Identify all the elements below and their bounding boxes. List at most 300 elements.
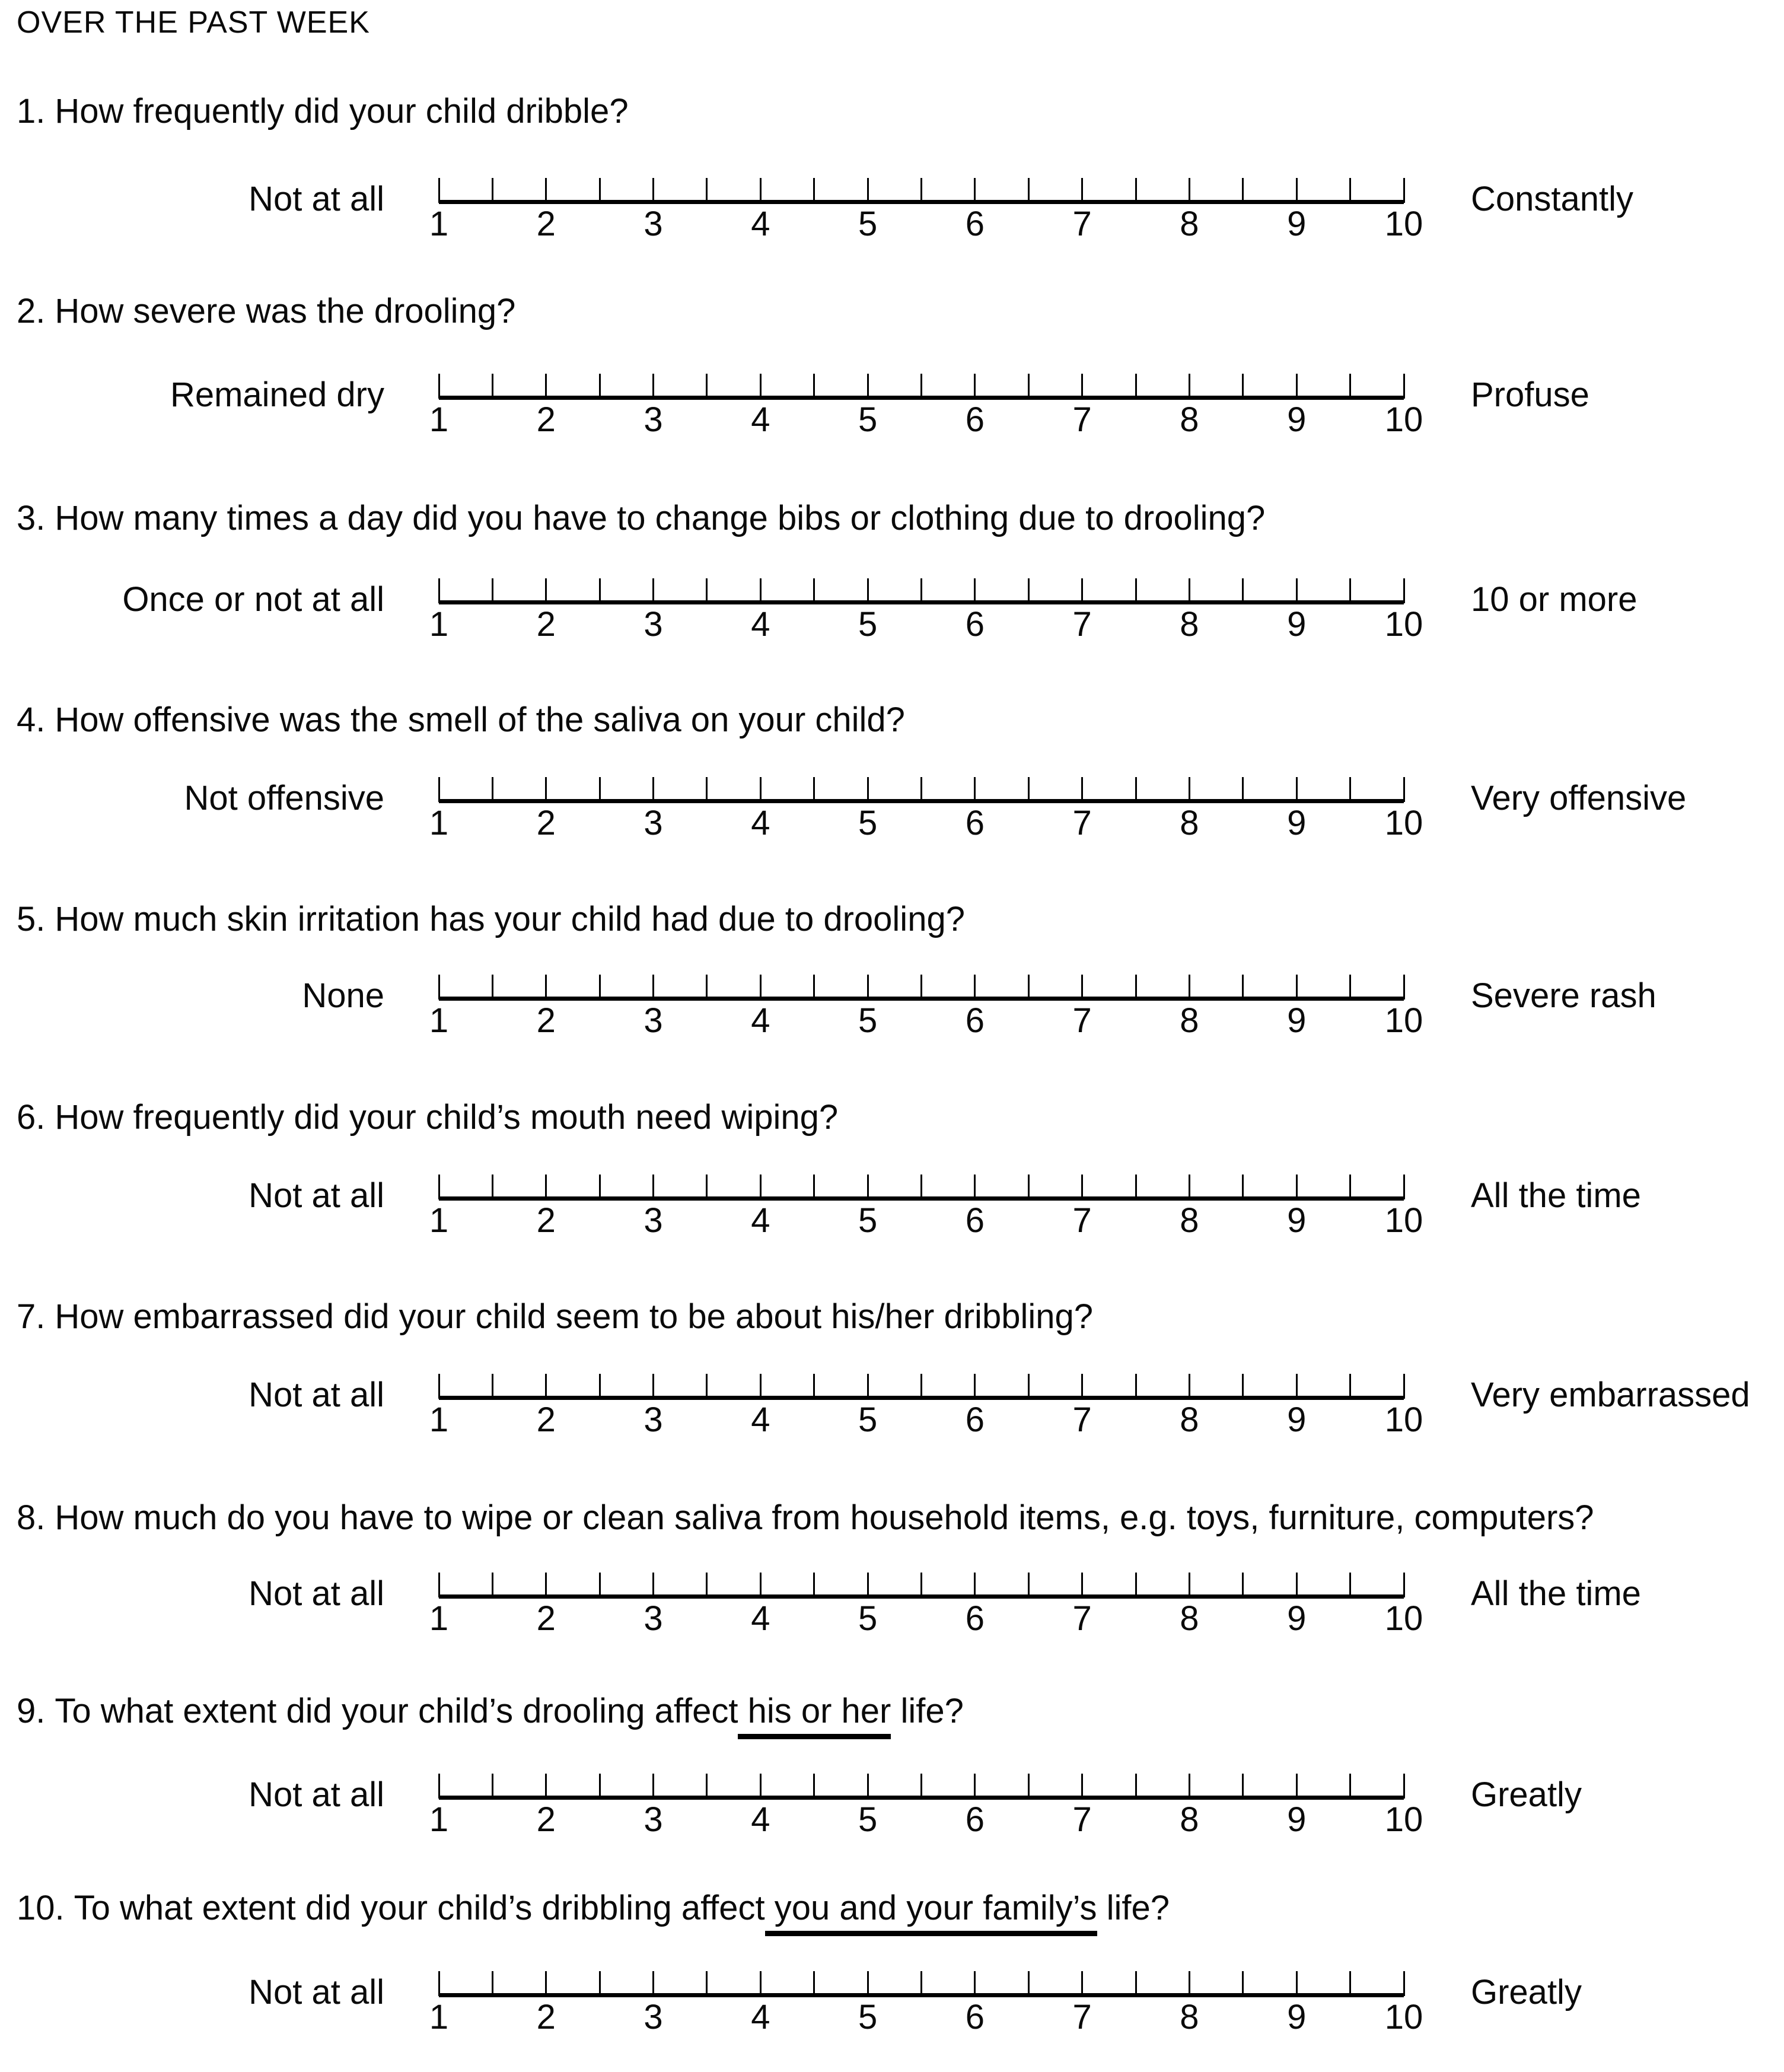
scale-major-tick [867, 178, 869, 203]
scale-number: 9 [1287, 1599, 1307, 1638]
scale-minor-tick [1242, 578, 1244, 603]
scale-major-tick [867, 1774, 869, 1799]
scale-major-tick [867, 777, 869, 802]
scale-minor-tick [706, 1374, 708, 1399]
scale-minor-tick [1349, 1971, 1351, 1996]
scale-minor-tick [1028, 1971, 1030, 1996]
question-number: 2. [17, 292, 46, 330]
scale-minor-tick [1242, 1573, 1244, 1597]
scale-major-tick [1189, 1175, 1190, 1199]
scale-right-anchor: 10 or more [1471, 580, 1638, 619]
scale-major-tick [652, 578, 654, 603]
scale-number: 9 [1287, 400, 1307, 439]
scale-number: 1 [429, 1001, 449, 1040]
scale-major-tick [652, 1374, 654, 1399]
question-number: 4. [17, 701, 46, 739]
scale-minor-tick [599, 777, 601, 802]
scale-major-tick [545, 374, 547, 399]
scale-number: 4 [751, 205, 770, 243]
scale-number: 5 [858, 605, 878, 644]
scale-major-tick [545, 578, 547, 603]
scale-minor-tick [492, 374, 493, 399]
scale-minor-tick [1349, 178, 1351, 203]
scale-major-tick [867, 1175, 869, 1199]
scale-major-tick [1296, 1175, 1298, 1199]
scale-number: 7 [1072, 205, 1092, 243]
scale-number: 1 [429, 1599, 449, 1638]
scale-minor-tick [1028, 975, 1030, 1000]
rating-scale-row [0, 578, 1784, 679]
scale-right-anchor: All the time [1471, 1574, 1641, 1613]
rating-scale-row [0, 777, 1784, 878]
scale-major-tick [438, 374, 440, 399]
scale-number: 6 [965, 1599, 985, 1638]
scale-number: 5 [858, 804, 878, 842]
rating-scale-ruler[interactable] [429, 374, 1423, 445]
scale-number: 3 [643, 605, 663, 644]
scale-number: 5 [858, 1800, 878, 1839]
rating-scale-ruler[interactable] [429, 1374, 1423, 1445]
scale-minor-tick [1028, 777, 1030, 802]
scale-major-tick [1189, 578, 1190, 603]
question-title [17, 1692, 964, 1732]
scale-major-tick [438, 578, 440, 603]
question-number: 8. [17, 1498, 46, 1537]
scale-minor-tick [1028, 578, 1030, 603]
scale-minor-tick [920, 1573, 922, 1597]
scale-minor-tick [599, 1774, 601, 1799]
scale-minor-tick [1135, 578, 1137, 603]
scale-number: 8 [1180, 1201, 1199, 1240]
rating-scale-ruler[interactable] [429, 777, 1423, 848]
question-text: To what extent did your child’s dribbling affect [74, 1889, 765, 1927]
scale-minor-tick [1028, 1573, 1030, 1597]
scale-number: 9 [1287, 804, 1307, 842]
scale-minor-tick [1135, 178, 1137, 203]
scale-minor-tick [1135, 1374, 1137, 1399]
scale-number: 5 [858, 1201, 878, 1240]
scale-right-anchor: Greatly [1471, 1973, 1582, 2011]
scale-number: 7 [1072, 1401, 1092, 1439]
scale-major-tick [760, 1573, 762, 1597]
scale-major-tick [1081, 777, 1083, 802]
scale-number: 8 [1180, 1001, 1199, 1040]
scale-number: 6 [965, 1401, 985, 1439]
question-number: 3. [17, 499, 46, 537]
scale-minor-tick [1135, 975, 1137, 1000]
scale-number: 10 [1384, 1401, 1423, 1439]
scale-minor-tick [1242, 178, 1244, 203]
question-title [17, 292, 515, 332]
scale-minor-tick [920, 1374, 922, 1399]
scale-minor-tick [599, 374, 601, 399]
scale-major-tick [760, 1374, 762, 1399]
scale-minor-tick [706, 1774, 708, 1799]
scale-major-tick [652, 374, 654, 399]
scale-major-tick [1403, 975, 1405, 1000]
scale-minor-tick [1135, 777, 1137, 802]
scale-minor-tick [599, 1971, 601, 1996]
scale-number: 2 [536, 1001, 556, 1040]
scale-number: 2 [536, 1800, 556, 1839]
scale-number: 6 [965, 605, 985, 644]
scale-major-tick [438, 178, 440, 203]
scale-major-tick [867, 975, 869, 1000]
scale-number: 10 [1384, 804, 1423, 842]
scale-minor-tick [599, 1175, 601, 1199]
scale-minor-tick [813, 1971, 815, 1996]
question-text: How frequently did your child dribble? [55, 92, 629, 131]
scale-number: 2 [536, 1599, 556, 1638]
scale-minor-tick [1242, 1374, 1244, 1399]
question-text: How much do you have to wipe or clean saliva from household items, e.g. toys, furniture, computers? [55, 1498, 1594, 1537]
scale-minor-tick [492, 178, 493, 203]
scale-number: 4 [751, 1401, 770, 1439]
scale-minor-tick [1028, 1774, 1030, 1799]
scale-number: 8 [1180, 804, 1199, 842]
scale-major-tick [1296, 374, 1298, 399]
scale-number: 3 [643, 1401, 663, 1439]
scale-major-tick [974, 1774, 976, 1799]
scale-number: 2 [536, 205, 556, 243]
scale-minor-tick [1349, 374, 1351, 399]
scale-number: 4 [751, 1001, 770, 1040]
scale-number: 4 [751, 400, 770, 439]
scale-minor-tick [1242, 975, 1244, 1000]
scale-number: 10 [1384, 1998, 1423, 2036]
scale-major-tick [867, 1374, 869, 1399]
scale-number: 1 [429, 1800, 449, 1839]
scale-major-tick [974, 777, 976, 802]
scale-minor-tick [599, 1573, 601, 1597]
scale-minor-tick [492, 777, 493, 802]
rating-scale-row [0, 178, 1784, 279]
scale-major-tick [974, 1573, 976, 1597]
scale-number: 4 [751, 804, 770, 842]
scale-minor-tick [813, 777, 815, 802]
scale-number: 10 [1384, 1001, 1423, 1040]
scale-major-tick [1403, 374, 1405, 399]
question-title [17, 900, 965, 940]
scale-number: 10 [1384, 400, 1423, 439]
rating-scale-ruler[interactable] [429, 178, 1423, 249]
scale-minor-tick [1135, 1573, 1137, 1597]
scale-major-tick [1189, 1374, 1190, 1399]
question-number: 1. [17, 92, 46, 131]
rating-scale-ruler[interactable] [429, 1774, 1423, 1845]
question-title [17, 1098, 838, 1138]
scale-right-anchor: Very embarrassed [1471, 1376, 1750, 1414]
scale-major-tick [1403, 178, 1405, 203]
scale-number: 2 [536, 400, 556, 439]
scale-number: 4 [751, 1201, 770, 1240]
rating-scale-ruler[interactable] [429, 1175, 1423, 1246]
scale-major-tick [1296, 1374, 1298, 1399]
scale-minor-tick [1135, 1774, 1137, 1799]
scale-major-tick [438, 1971, 440, 1996]
question-underlined-phrase: his or her [738, 1692, 891, 1739]
scale-major-tick [1081, 374, 1083, 399]
scale-minor-tick [813, 374, 815, 399]
scale-minor-tick [492, 975, 493, 1000]
rating-scale-row [0, 1374, 1784, 1475]
scale-minor-tick [706, 975, 708, 1000]
scale-major-tick [1403, 1175, 1405, 1199]
scale-major-tick [1081, 578, 1083, 603]
rating-scale-ruler[interactable] [429, 1573, 1423, 1644]
scale-number: 7 [1072, 605, 1092, 644]
scale-minor-tick [492, 1971, 493, 1996]
scale-minor-tick [599, 578, 601, 603]
question-number: 5. [17, 900, 46, 938]
scale-number: 5 [858, 205, 878, 243]
scale-number: 6 [965, 1001, 985, 1040]
scale-major-tick [652, 1175, 654, 1199]
scale-major-tick [867, 578, 869, 603]
scale-minor-tick [813, 1573, 815, 1597]
scale-right-anchor: Constantly [1471, 180, 1634, 218]
rating-scale-ruler[interactable] [429, 1971, 1423, 2042]
scale-major-tick [867, 1971, 869, 1996]
scale-left-anchor: None [302, 976, 384, 1015]
scale-minor-tick [706, 178, 708, 203]
scale-major-tick [652, 1774, 654, 1799]
rating-scale-ruler[interactable] [429, 975, 1423, 1046]
scale-number: 7 [1072, 1998, 1092, 2036]
scale-minor-tick [492, 1573, 493, 1597]
scale-major-tick [1081, 1971, 1083, 1996]
scale-number: 5 [858, 1599, 878, 1638]
scale-number: 1 [429, 400, 449, 439]
scale-major-tick [1081, 975, 1083, 1000]
scale-major-tick [1403, 1971, 1405, 1996]
scale-number: 8 [1180, 605, 1199, 644]
scale-minor-tick [492, 1774, 493, 1799]
scale-number: 9 [1287, 1001, 1307, 1040]
rating-scale-row [0, 1971, 1784, 2072]
scale-major-tick [1081, 1374, 1083, 1399]
scale-major-tick [1081, 1573, 1083, 1597]
question-title [17, 701, 905, 740]
scale-number: 4 [751, 1599, 770, 1638]
scale-minor-tick [1028, 374, 1030, 399]
scale-number: 4 [751, 1998, 770, 2036]
scale-number: 3 [643, 1201, 663, 1240]
scale-major-tick [760, 1175, 762, 1199]
scale-minor-tick [706, 1573, 708, 1597]
scale-right-anchor: All the time [1471, 1176, 1641, 1215]
scale-number: 9 [1287, 605, 1307, 644]
scale-minor-tick [920, 1774, 922, 1799]
question-title [17, 1889, 1170, 1928]
scale-minor-tick [492, 1374, 493, 1399]
scale-number: 6 [965, 400, 985, 439]
scale-major-tick [438, 975, 440, 1000]
scale-major-tick [760, 975, 762, 1000]
scale-major-tick [974, 1175, 976, 1199]
scale-minor-tick [599, 178, 601, 203]
scale-minor-tick [599, 1374, 601, 1399]
question-number: 10. [17, 1889, 65, 1927]
page-title: OVER THE PAST WEEK [17, 5, 370, 40]
scale-minor-tick [1135, 374, 1137, 399]
question-title [17, 499, 1265, 539]
scale-number: 1 [429, 605, 449, 644]
scale-minor-tick [813, 178, 815, 203]
scale-major-tick [652, 1971, 654, 1996]
scale-left-anchor: Not at all [249, 1176, 384, 1215]
scale-minor-tick [1349, 1774, 1351, 1799]
scale-major-tick [652, 975, 654, 1000]
scale-major-tick [545, 178, 547, 203]
scale-number: 3 [643, 1599, 663, 1638]
scale-minor-tick [920, 1175, 922, 1199]
scale-major-tick [1189, 178, 1190, 203]
question-text-after: life? [891, 1692, 964, 1730]
scale-number: 7 [1072, 1800, 1092, 1839]
question-text: How much skin irritation has your child had due to drooling? [55, 900, 965, 938]
scale-left-anchor: Not at all [249, 1574, 384, 1613]
scale-number: 5 [858, 1998, 878, 2036]
scale-minor-tick [1349, 1573, 1351, 1597]
scale-number: 3 [643, 1800, 663, 1839]
scale-number: 3 [643, 1001, 663, 1040]
scale-number: 9 [1287, 1800, 1307, 1839]
scale-major-tick [974, 578, 976, 603]
question-number: 9. [17, 1692, 46, 1730]
scale-number: 8 [1180, 205, 1199, 243]
scale-major-tick [1189, 1971, 1190, 1996]
scale-major-tick [1296, 178, 1298, 203]
scale-major-tick [438, 777, 440, 802]
question-text: How severe was the drooling? [55, 292, 516, 330]
scale-major-tick [1296, 578, 1298, 603]
scale-number: 6 [965, 804, 985, 842]
scale-minor-tick [1349, 1374, 1351, 1399]
rating-scale-row [0, 1175, 1784, 1275]
rating-scale-row [0, 1774, 1784, 1874]
scale-number: 8 [1180, 1401, 1199, 1439]
question-text: How many times a day did you have to change bibs or clothing due to drooling? [55, 499, 1266, 537]
scale-major-tick [545, 1774, 547, 1799]
scale-number: 1 [429, 804, 449, 842]
scale-major-tick [545, 1175, 547, 1199]
scale-minor-tick [706, 374, 708, 399]
rating-scale-row [0, 975, 1784, 1075]
scale-major-tick [1189, 777, 1190, 802]
scale-major-tick [1403, 1573, 1405, 1597]
scale-number: 10 [1384, 1599, 1423, 1638]
scale-number: 8 [1180, 1599, 1199, 1638]
scale-number: 1 [429, 205, 449, 243]
scale-major-tick [652, 178, 654, 203]
scale-minor-tick [813, 1175, 815, 1199]
scale-number: 2 [536, 605, 556, 644]
scale-minor-tick [1242, 1971, 1244, 1996]
scale-major-tick [867, 1573, 869, 1597]
scale-minor-tick [1349, 777, 1351, 802]
scale-right-anchor: Profuse [1471, 375, 1589, 414]
scale-major-tick [545, 1573, 547, 1597]
scale-number: 9 [1287, 1401, 1307, 1439]
scale-left-anchor: Remained dry [170, 375, 384, 414]
scale-number: 8 [1180, 1800, 1199, 1839]
scale-minor-tick [1242, 1774, 1244, 1799]
scale-right-anchor: Severe rash [1471, 976, 1656, 1015]
scale-minor-tick [706, 1971, 708, 1996]
scale-major-tick [760, 578, 762, 603]
scale-number: 7 [1072, 1599, 1092, 1638]
scale-left-anchor: Not offensive [184, 779, 384, 817]
scale-number: 6 [965, 1201, 985, 1240]
scale-major-tick [1403, 1374, 1405, 1399]
scale-major-tick [1296, 1971, 1298, 1996]
scale-number: 2 [536, 1401, 556, 1439]
scale-major-tick [438, 1774, 440, 1799]
question-number: 6. [17, 1098, 46, 1137]
scale-minor-tick [920, 1971, 922, 1996]
scale-minor-tick [1135, 1175, 1137, 1199]
scale-number: 3 [643, 400, 663, 439]
question-title [17, 1498, 1594, 1538]
scale-major-tick [438, 1374, 440, 1399]
scale-left-anchor: Once or not at all [122, 580, 384, 619]
scale-major-tick [1403, 1774, 1405, 1799]
scale-major-tick [1296, 1774, 1298, 1799]
scale-number: 9 [1287, 1998, 1307, 2036]
scale-number: 1 [429, 1401, 449, 1439]
scale-major-tick [974, 178, 976, 203]
question-title [17, 1297, 1093, 1337]
scale-minor-tick [813, 578, 815, 603]
scale-number: 6 [965, 1998, 985, 2036]
scale-major-tick [1403, 777, 1405, 802]
scale-number: 5 [858, 1401, 878, 1439]
rating-scale-ruler[interactable] [429, 578, 1423, 650]
scale-minor-tick [1349, 1175, 1351, 1199]
scale-left-anchor: Not at all [249, 1775, 384, 1814]
scale-number: 2 [536, 1201, 556, 1240]
scale-major-tick [545, 1971, 547, 1996]
scale-major-tick [1296, 777, 1298, 802]
scale-right-anchor: Greatly [1471, 1775, 1582, 1814]
scale-major-tick [1081, 1774, 1083, 1799]
scale-number: 7 [1072, 1001, 1092, 1040]
scale-major-tick [974, 1971, 976, 1996]
scale-major-tick [1081, 1175, 1083, 1199]
scale-minor-tick [813, 1774, 815, 1799]
scale-major-tick [438, 1573, 440, 1597]
scale-number: 7 [1072, 1201, 1092, 1240]
scale-number: 5 [858, 1001, 878, 1040]
scale-number: 9 [1287, 1201, 1307, 1240]
scale-number: 4 [751, 605, 770, 644]
scale-left-anchor: Not at all [249, 180, 384, 218]
scale-major-tick [760, 178, 762, 203]
rating-scale-row [0, 1573, 1784, 1673]
scale-major-tick [545, 1374, 547, 1399]
scale-minor-tick [1028, 1175, 1030, 1199]
scale-number: 6 [965, 205, 985, 243]
scale-number: 10 [1384, 1800, 1423, 1839]
scale-major-tick [867, 374, 869, 399]
scale-minor-tick [599, 975, 601, 1000]
scale-right-anchor: Very offensive [1471, 779, 1687, 817]
scale-major-tick [974, 975, 976, 1000]
scale-number: 3 [643, 804, 663, 842]
scale-number: 10 [1384, 605, 1423, 644]
scale-number: 3 [643, 1998, 663, 2036]
